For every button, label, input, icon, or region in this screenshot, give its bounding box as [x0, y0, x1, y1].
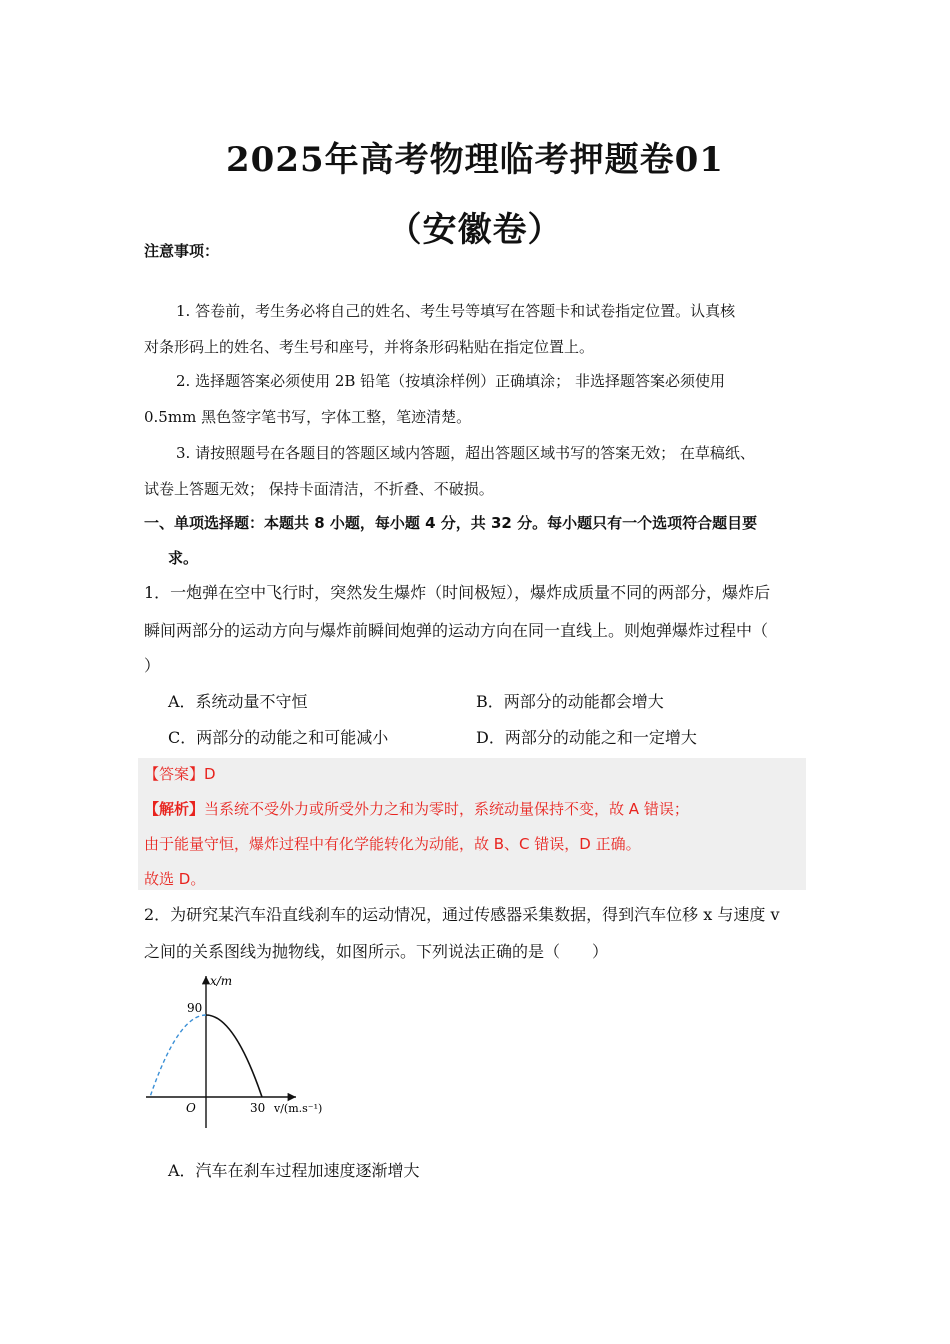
- answer-box: [138, 758, 806, 890]
- notice-line-4: 0.5mm 黑色签字笔书写，字体工整，笔迹清楚。: [144, 408, 472, 426]
- x-tick-30: 30: [250, 1101, 266, 1115]
- page-subtitle: （安徽卷）: [387, 210, 563, 250]
- q1-option-b: B．两部分的动能都会增大: [476, 692, 664, 711]
- notice-line-2: 对条形码上的姓名、考生号和座号，并将条形码粘贴在指定位置上。: [144, 338, 595, 356]
- notice-line-6: 试卷上答题无效； 保持卡面清洁，不折叠、不破损。: [144, 480, 494, 498]
- x-axis-label: v/(m.s⁻¹): [274, 1102, 323, 1115]
- page-title: 2025年高考物理临考押题卷01: [226, 140, 724, 180]
- q2-stem-line-2: 之间的关系图线为抛物线，如图所示。下列说法正确的是（ ）: [144, 942, 609, 961]
- q1-option-c: C．两部分的动能之和可能减小: [168, 728, 389, 747]
- origin-label: O: [186, 1101, 196, 1115]
- q1-stem-line-3: ）: [144, 656, 161, 675]
- notice-line-5: 3. 请按照题号在各题目的答题区域内答题，超出答题区域书写的答案无效； 在草稿纸、: [176, 444, 755, 462]
- y-tick-90: 90: [187, 1001, 203, 1015]
- q1-analysis-line-3: 故选 D。: [144, 870, 206, 888]
- q1-answer: 【答案】D: [144, 765, 216, 783]
- q1-analysis-line-1: [144, 798, 689, 820]
- x-v-graph: [140, 968, 350, 1133]
- q1-stem-line-1: 1．一炮弹在空中飞行时，突然发生爆炸（时间极短），爆炸成质量不同的两部分，爆炸后: [144, 583, 771, 602]
- section-heading: 一、单项选择题：本题共 8 小题，每小题 4 分，共 32 分。每小题只有一个选项符合题目要: [144, 514, 758, 532]
- analysis-text-1: 当系统不受外力或所受外力之和为零时，系统动量保持不变，故 A 错误；: [204, 800, 689, 818]
- q2-option-a: A．汽车在刹车过程加速度逐渐增大: [168, 1161, 420, 1180]
- q1-stem-line-2: 瞬间两部分的运动方向与爆炸前瞬间炮弹的运动方向在同一直线上。则炮弹爆炸过程中（: [144, 621, 769, 640]
- notice-line-1: 1. 答卷前，考生务必将自己的姓名、考生号等填写在答题卡和试卷指定位置。认真核: [176, 302, 736, 320]
- y-axis-label: x/m: [210, 974, 233, 988]
- q1-option-a: A．系统动量不守恒: [168, 692, 308, 711]
- q1-analysis-line-2: 由于能量守恒，爆炸过程中有化学能转化为动能，故 B、C 错误，D 正确。: [144, 835, 641, 853]
- q1-option-d: D．两部分的动能之和一定增大: [476, 728, 697, 747]
- analysis-label: 【解析】: [144, 800, 205, 818]
- q2-stem-line-1: 2．为研究某汽车沿直线刹车的运动情况，通过传感器采集数据，得到汽车位移 x 与速度 v: [144, 905, 780, 924]
- notice-line-3: 2. 选择题答案必须使用 2B 铅笔（按填涂样例）正确填涂； 非选择题答案必须使用: [176, 372, 725, 390]
- parabola-dashed: [150, 1015, 206, 1097]
- notice-heading: 注意事项：: [144, 242, 220, 260]
- section-heading-cont: 求。: [168, 549, 199, 567]
- parabola-solid: [206, 1015, 262, 1097]
